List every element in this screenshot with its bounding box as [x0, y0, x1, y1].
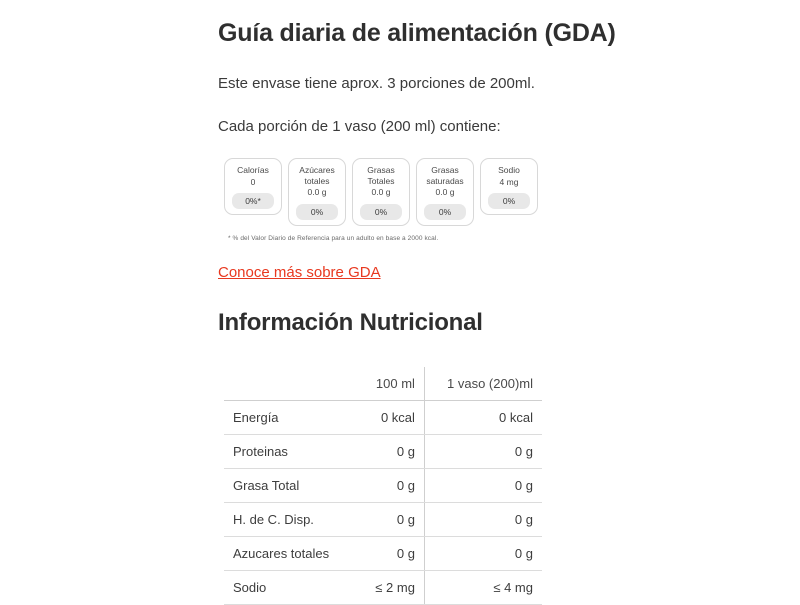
nutrition-table [224, 367, 542, 605]
gda-cell-percent: 0% [488, 193, 530, 209]
row-value-100ml: 0 g [362, 434, 424, 468]
gda-cell-value: 0 [250, 176, 256, 187]
table-row [224, 536, 542, 570]
gda-cell-percent: 0%* [232, 193, 274, 209]
content-column [218, 0, 638, 605]
table-row [224, 570, 542, 604]
row-value-serving: 0 g [424, 468, 542, 502]
gda-heading: Guía diaria de alimentación (GDA) [218, 19, 616, 47]
gda-cell-percent: 0% [296, 204, 338, 220]
row-value-serving: 0 g [424, 434, 542, 468]
row-value-100ml: 0 kcal [362, 400, 424, 434]
gda-cell-label-2: Totales [367, 175, 395, 186]
row-value-100ml: 0 g [362, 502, 424, 536]
row-label: Grasa Total [224, 468, 362, 502]
gda-cell-label: Grasas [431, 165, 459, 175]
row-label: H. de C. Disp. [224, 502, 362, 536]
row-value-serving: ≤ 4 mg [424, 570, 542, 604]
gda-cell-value: 0.0 g [371, 187, 391, 198]
row-label: Sodio [224, 570, 362, 604]
header-100ml: 100 ml [362, 367, 424, 401]
gda-cell-percent: 0% [360, 204, 402, 220]
gda-badge-strip [224, 158, 638, 226]
row-label: Azucares totales [224, 536, 362, 570]
gda-cell-grasas-totales [352, 158, 410, 226]
serving-size-text: Cada porción de 1 vaso (200 ml) contiene: [218, 117, 501, 135]
row-value-100ml: 0 g [362, 468, 424, 502]
gda-cell-value: 0.0 g [307, 187, 327, 198]
gda-more-info-link[interactable]: Conoce más sobre GDA [218, 263, 381, 281]
row-value-serving: 0 g [424, 502, 542, 536]
header-blank [224, 367, 362, 401]
gda-cell-grasas-saturadas [416, 158, 474, 226]
gda-cell-label: Sodio [498, 165, 520, 175]
table-row [224, 434, 542, 468]
row-value-serving: 0 g [424, 536, 542, 570]
servings-text: Este envase tiene aprox. 3 porciones de 200ml. [218, 75, 535, 92]
nutrition-table-head [224, 367, 542, 401]
gda-cell-value: 4 mg [499, 176, 519, 187]
gda-cell-label: Azúcares [299, 165, 335, 175]
gda-cell-calorias [224, 158, 282, 215]
nutrition-table-body [224, 400, 542, 604]
table-row [224, 502, 542, 536]
gda-cell-value: 0.0 g [435, 187, 455, 198]
row-value-serving: 0 kcal [424, 400, 542, 434]
row-label: Proteinas [224, 434, 362, 468]
gda-cell-label: Grasas [367, 165, 395, 175]
gda-cell-azucares-totales [288, 158, 346, 226]
gda-cell-label-2: saturadas [426, 175, 464, 186]
row-value-100ml: 0 g [362, 536, 424, 570]
table-row [224, 468, 542, 502]
gda-cell-sodio [480, 158, 538, 215]
gda-cell-label: Calorías [237, 165, 269, 175]
table-row [224, 400, 542, 434]
row-label: Energía [224, 400, 362, 434]
gda-footnote: * % del Valor Diario de Referencia para un adulto en base a 2000 kcal. [228, 234, 439, 242]
gda-cell-percent: 0% [424, 204, 466, 220]
nutrition-heading: Información Nutricional [218, 308, 483, 336]
table-header-row [224, 367, 542, 401]
header-serving: 1 vaso (200)ml [424, 367, 542, 401]
gda-cell-label-2: totales [304, 175, 330, 186]
row-value-100ml: ≤ 2 mg [362, 570, 424, 604]
